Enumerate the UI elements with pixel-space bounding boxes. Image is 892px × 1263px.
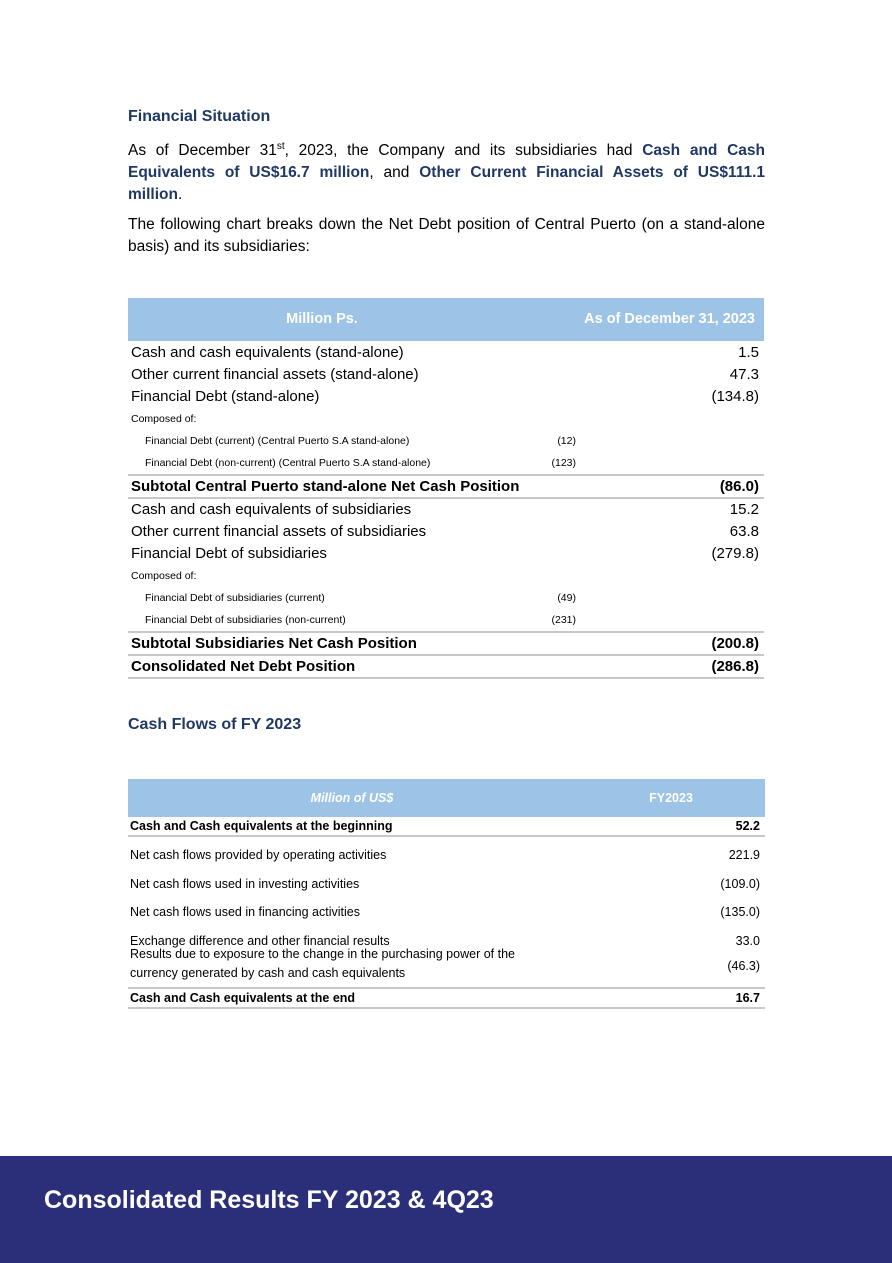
page-footer xyxy=(0,1156,892,1263)
net-debt-intro-paragraph: The following chart breaks down the Net Debt position of Central Puerto (on a stand-alone basis) and its subsidiaries: xyxy=(128,216,765,255)
header-fy2023: FY2023 xyxy=(649,791,693,805)
row-label: Financial Debt of subsidiaries (non-current) xyxy=(145,614,346,626)
row-label: Other current financial assets (stand-alone) xyxy=(131,366,419,383)
table-row xyxy=(128,587,764,609)
table-row xyxy=(128,408,764,430)
table-row xyxy=(128,866,765,894)
table-row xyxy=(128,609,764,631)
row-label: Cash and cash equivalents of subsidiaries xyxy=(131,501,412,518)
table-row xyxy=(128,452,764,474)
section-heading-cash-flows: Cash Flows of FY 2023 xyxy=(128,716,302,733)
row-label: Other current financial assets of subsidiaries xyxy=(131,523,427,540)
row-label: Financial Debt (non-current) (Central Puerto S.A stand-alone) xyxy=(145,457,431,469)
row-value: (109.0) xyxy=(720,877,760,891)
row-label: Cash and Cash equivalents at the end xyxy=(130,991,356,1005)
row-label: Cash and Cash equivalents at the beginning xyxy=(130,819,393,833)
table-row xyxy=(128,565,764,587)
row-value: 221.9 xyxy=(728,848,760,862)
net-debt-table-header xyxy=(128,298,764,341)
row-label: Exchange difference and other financial results xyxy=(130,934,390,948)
row-label: Consolidated Net Debt Position xyxy=(131,658,356,675)
table-row xyxy=(128,989,765,1009)
cash-flows-table xyxy=(128,779,765,1009)
row-label-line2: currency generated by cash and cash equivalents xyxy=(130,966,406,980)
row-value: 16.7 xyxy=(735,991,760,1005)
row-label: Composed of: xyxy=(131,413,197,425)
section-heading-financial-situation: Financial Situation xyxy=(128,108,271,125)
row-label: Net cash flows provided by operating activities xyxy=(130,848,387,862)
row-value: (46.3) xyxy=(727,959,760,973)
row-mid-value: (49) xyxy=(557,592,576,604)
table-row xyxy=(128,837,765,866)
row-value: (135.0) xyxy=(720,905,760,919)
table-row xyxy=(128,947,765,989)
footer-title: Consolidated Results FY 2023 & 4Q23 xyxy=(44,1186,494,1214)
row-label: Financial Debt (current) (Central Puerto S.A stand-alone) xyxy=(145,435,410,447)
header-as-of-date: As of December 31, 2023 xyxy=(584,311,755,327)
financial-situation-paragraph: As of December 31st, 2023, the Company and its subsidiaries had Cash and Cash Equivalents of US$16.7 million, and Other Current Financial Assets of US$111.1 million. xyxy=(128,140,766,203)
table-row xyxy=(128,817,765,837)
row-value: 15.2 xyxy=(729,501,759,518)
row-mid-value: (12) xyxy=(557,435,576,447)
row-label: Cash and cash equivalents (stand-alone) xyxy=(131,344,404,361)
header-million-ps: Million Ps. xyxy=(286,311,358,327)
row-value: (86.0) xyxy=(719,478,759,495)
row-label: Financial Debt (stand-alone) xyxy=(131,388,320,405)
table-row xyxy=(128,386,764,408)
table-row xyxy=(128,364,764,386)
net-debt-table xyxy=(128,298,764,679)
table-row xyxy=(128,894,765,923)
row-label: Composed of: xyxy=(131,570,197,582)
table-row xyxy=(128,499,764,521)
other-financial-assets-highlight: Other Current Financial Assets of US$111.1 million xyxy=(128,164,766,203)
row-value: (200.8) xyxy=(711,635,759,652)
row-value: 1.5 xyxy=(738,344,759,361)
table-row-subtotal xyxy=(128,631,764,656)
table-row xyxy=(128,430,764,452)
table-row xyxy=(128,342,764,364)
table-row-subtotal xyxy=(128,474,764,499)
row-value: 47.3 xyxy=(729,366,759,383)
row-label: Subtotal Central Puerto stand-alone Net Cash Position xyxy=(131,478,520,495)
cash-flows-table-header xyxy=(128,779,765,817)
row-label: Financial Debt of subsidiaries (current) xyxy=(145,592,325,604)
row-label-line1: Results due to exposure to the change in the purchasing power of the xyxy=(130,947,515,961)
table-row xyxy=(128,543,764,565)
row-value: 52.2 xyxy=(735,819,760,833)
row-value: (134.8) xyxy=(711,388,759,405)
row-value: 63.8 xyxy=(729,523,759,540)
header-million-usd: Million of US$ xyxy=(310,791,394,805)
row-mid-value: (231) xyxy=(551,614,576,626)
cash-equivalents-highlight: Cash and Cash Equivalents of US$16.7 million xyxy=(128,142,765,181)
row-value: (286.8) xyxy=(711,658,759,675)
table-row-total xyxy=(128,656,764,679)
row-label: Financial Debt of subsidiaries xyxy=(131,545,327,562)
row-label: Subtotal Subsidiaries Net Cash Position xyxy=(131,635,417,652)
row-mid-value: (123) xyxy=(551,457,576,469)
row-value: 33.0 xyxy=(735,934,760,948)
row-label: Net cash flows used in investing activities xyxy=(130,877,360,891)
table-row xyxy=(128,521,764,543)
row-label: Net cash flows used in financing activities xyxy=(130,905,360,919)
row-value: (279.8) xyxy=(711,545,759,562)
